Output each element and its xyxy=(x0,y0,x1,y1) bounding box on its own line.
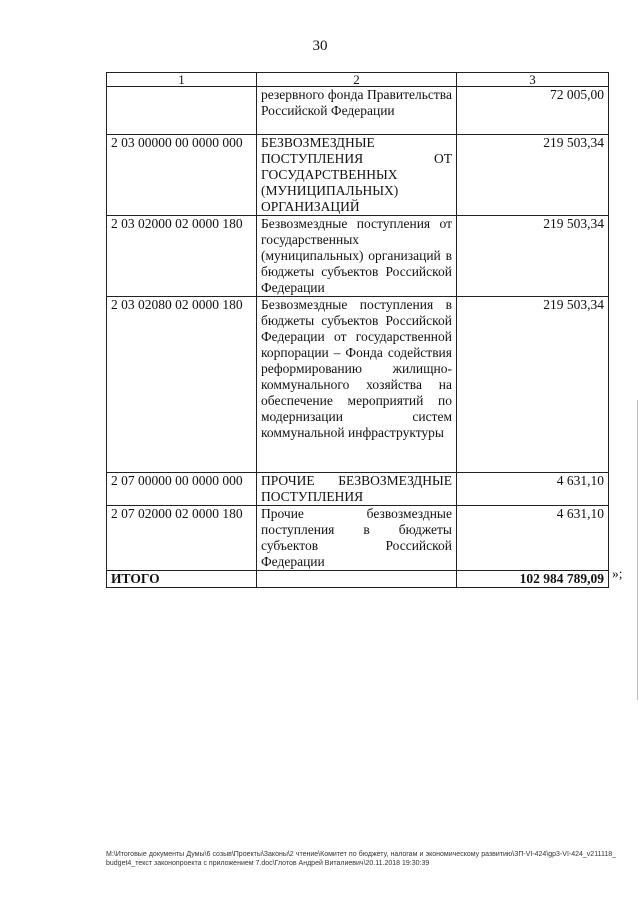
closing-quote-mark: »; xyxy=(612,566,623,581)
row-name: БЕЗВОЗМЕЗДНЫЕ ПОСТУПЛЕНИЯ ОТ ГОСУДАРСТВЕННЫХ (МУНИЦИПАЛЬНЫХ) ОРГАНИЗАЦИЙ xyxy=(257,135,457,216)
row-name: Безвозмездные поступления от государственных (муниципальных) организаций в бюджеты субъектов Российской Федерации xyxy=(257,216,457,297)
table-row xyxy=(107,87,609,135)
row-name: Прочие безвозмездные поступления в бюджеты субъектов Российской Федерации xyxy=(257,506,457,571)
total-label: ИТОГО xyxy=(107,571,257,588)
total-sum: 102 984 789,09 xyxy=(457,571,609,588)
row-sum: 72 005,00 xyxy=(457,87,609,135)
row-sum: 4 631,10 xyxy=(457,506,609,571)
total-empty xyxy=(257,571,457,588)
table-header-row xyxy=(107,73,609,87)
table-row xyxy=(107,216,609,297)
row-sum: 219 503,34 xyxy=(457,135,609,216)
table-row xyxy=(107,473,609,506)
header-col-3: 3 xyxy=(457,73,609,87)
row-code: 2 07 02000 02 0000 180 xyxy=(107,506,257,571)
header-col-1: 1 xyxy=(107,73,257,87)
row-code: 2 03 02080 02 0000 180 xyxy=(107,297,257,473)
row-code xyxy=(107,87,257,135)
row-sum: 4 631,10 xyxy=(457,473,609,506)
row-name: ПРОЧИЕ БЕЗВОЗМЕЗДНЫЕ ПОСТУПЛЕНИЯ xyxy=(257,473,457,506)
page-number: 30 xyxy=(312,38,328,54)
total-row xyxy=(107,571,609,588)
table-row xyxy=(107,135,609,216)
row-name: резервного фонда Правительства Российской Федерации xyxy=(257,87,457,135)
row-code: 2 03 00000 00 0000 000 xyxy=(107,135,257,216)
table-row xyxy=(107,297,609,473)
budget-table xyxy=(106,72,609,588)
row-code: 2 03 02000 02 0000 180 xyxy=(107,216,257,297)
table-row xyxy=(107,506,609,571)
header-col-2: 2 xyxy=(257,73,457,87)
row-code: 2 07 00000 00 0000 000 xyxy=(107,473,257,506)
scan-edge-line xyxy=(637,400,638,700)
row-name: Безвозмездные поступления в бюджеты субъектов Российской Федерации от государственной корпорации – Фонда содействия реформированию жилищно-коммунального хозяйства на обеспечение мероприятий по модернизации систем коммунальной инфраструктуры xyxy=(257,297,457,473)
row-sum: 219 503,34 xyxy=(457,297,609,473)
footer-file-path: M:\Итоговые документы Думы\6 созыв\Проекты\Законы\2 чтение\Комитет по бюджету, налогам и экономическому развитию\ЗП-VI-424\gp3-VI-424_v211118_budget4_текст законопроекта с приложением 7.doc\Глотов Андрей Виталиевич\20.11.2018 19:30:39 xyxy=(106,851,616,867)
row-sum: 219 503,34 xyxy=(457,216,609,297)
